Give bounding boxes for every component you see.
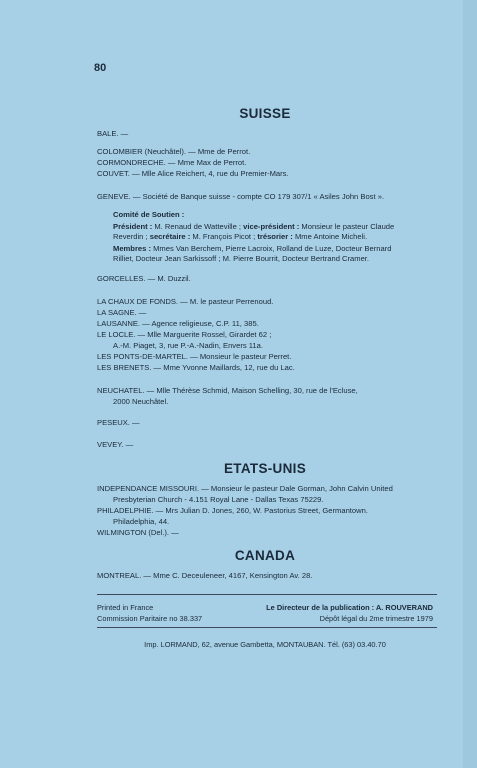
entry-independance-2: Presbyterian Church - 4.151 Royal Lane - Dallas Texas 75229. [113, 495, 324, 504]
secretaire-text: M. François Picot ; [190, 232, 258, 241]
membres-text: Mmes Van Berchem, Pierre Lacroix, Rolland de Luze, Docteur Bernard [150, 244, 392, 253]
entry-colombier: COLOMBIER (Neuchâtel). — Mme de Perrot. [97, 147, 251, 156]
entry-lausanne: LAUSANNE. — Agence religieuse, C.P. 11, 385. [97, 319, 259, 328]
entry-neuchatel: NEUCHATEL. — Mlle Thérèse Schmid, Maison Schelling, 30, rue de l'Ecluse, [97, 386, 358, 395]
section-title-suisse: SUISSE [239, 106, 291, 121]
entry-cormondreche: CORMONDRECHE. — Mme Max de Perrot. [97, 158, 247, 167]
footer-printed: Printed in France [97, 603, 154, 612]
entry-bale: BALE. — [97, 129, 129, 138]
footer-rule-bottom [97, 627, 437, 628]
comite-title: Comité de Soutien : [113, 210, 185, 219]
comite-secretaire-line [113, 232, 367, 242]
entry-vevey: VEVEY. — [97, 440, 134, 449]
entry-les-brenets: LES BRENETS. — Mme Yvonne Maillards, 12, rue du Lac. [97, 363, 295, 372]
entry-le-locle-2: A.-M. Piaget, 3, rue P.-A.-Nadin, Envers 11a. [113, 341, 263, 350]
entry-ponts-de-martel: LES PONTS-DE-MARTEL. — Monsieur le pasteur Perret. [97, 352, 292, 361]
footer-commission: Commission Paritaire no 38.337 [97, 614, 203, 623]
entry-wilmington: WILMINGTON (Del.). — [97, 528, 179, 537]
comite-membres-line2: Rilliet, Docteur Jean Sarkissoff ; M. Pierre Bourrit, Docteur Bertrand Cramer. [113, 254, 370, 263]
entry-chaux-de-fonds: LA CHAUX DE FONDS. — M. le pasteur Perrenoud. [97, 297, 274, 306]
footer-imprimeur: Imp. LORMAND, 62, avenue Gambetta, MONTAUBAN. Tél. (63) 03.40.70 [144, 640, 386, 649]
entry-gorcelles: GORCELLES. — M. Duzzil. [97, 274, 191, 283]
page-edge [463, 0, 477, 768]
footer-directeur: Le Directeur de la publication : A. ROUVERAND [266, 603, 433, 612]
entry-le-locle: LE LOCLE. — Mlle Marguerite Rossel, Girardet 62 ; [97, 330, 272, 339]
president-text: M. Renaud de Watteville ; [152, 222, 244, 231]
footer-rule-top [97, 594, 437, 595]
tresorier-label: trésorier : [257, 232, 293, 241]
section-title-etats-unis: ETATS-UNIS [224, 461, 306, 476]
entry-montreal: MONTREAL. — Mme C. Deceuleneer, 4167, Kensington Av. 28. [97, 571, 313, 580]
entry-neuchatel-2: 2000 Neuchâtel. [113, 397, 169, 406]
section-title-canada: CANADA [234, 548, 296, 563]
secretaire-label: secrétaire : [149, 232, 191, 241]
membres-label: Membres : [113, 244, 151, 253]
entry-philadelphie-2: Philadelphia, 44. [113, 517, 170, 526]
entry-geneve: GENEVE. — Société de Banque suisse - compte CO 179 307/1 « Asiles John Bost ». [97, 192, 385, 201]
vice-president-label: vice-président : [243, 222, 300, 231]
page-number: 80 [94, 62, 107, 74]
president-label: Président : [113, 222, 153, 231]
entry-couvet: COUVET. — Mlle Alice Reichert, 4, rue du Premier-Mars. [97, 169, 289, 178]
comite-membres-line [113, 244, 391, 254]
footer-depot: Dépôt légal du 2me trimestre 1979 [319, 614, 433, 623]
comite-president-line [113, 222, 394, 232]
entry-la-sagne: LA SAGNE. — [97, 308, 147, 317]
vice-president-text: Monsieur le pasteur Claude [299, 222, 395, 231]
entry-independance: INDEPENDANCE MISSOURI. — Monsieur le pasteur Dale Gorman, John Calvin United [97, 484, 393, 493]
tresorier-text: Mme Antoine Micheli. [292, 232, 368, 241]
entry-philadelphie: PHILADELPHIE. — Mrs Julian D. Jones, 260, W. Pastorius Street, Germantown. [97, 506, 368, 515]
president-line2: Reverdin ; [113, 232, 150, 241]
entry-peseux: PESEUX. — [97, 418, 140, 427]
